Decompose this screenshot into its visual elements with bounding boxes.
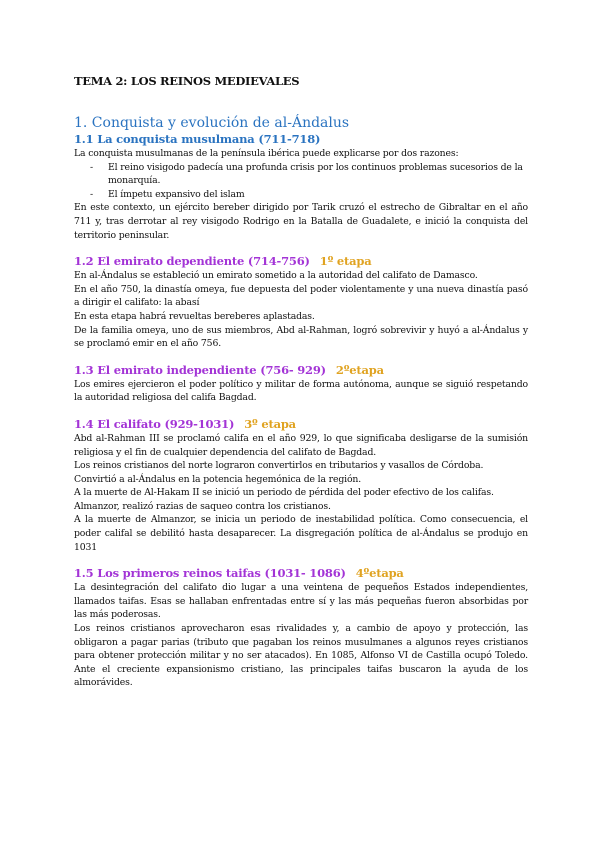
section-1-1-bullet-list (74, 161, 528, 202)
section-1-4-p5: Almanzor, realizó razias de saqueo contra los cristianos. (74, 500, 331, 512)
section-1-2-p1: En al-Ándalus se estableció un emirato sometido a la autoridad del califato de Damasco. (74, 270, 478, 282)
section-1-4-p2: Los reinos cristianos del norte lograron convertirlos en tributarios y vasallos de Córdoba. (74, 460, 484, 472)
etapa-label: 3º etapa (244, 416, 296, 431)
section-1-2-p3: En esta etapa habrá revueltas bereberes aplastadas. (74, 310, 315, 322)
bullet-item: - El ímpetu expansivo del islam (74, 188, 528, 202)
section-1-2-heading (74, 254, 528, 269)
section-1-2-p4: De la familia omeya, uno de sus miembros, Abd al-Rahman, logró sobrevivir y huyó a al-Ándalus y se proclamó emir en el año 756. (74, 324, 528, 350)
section-1-1-paragraph: En este contexto, un ejército bereber dirigido por Tarik cruzó el estrecho de Gibraltar en el año 711 y, tras derrotar al rey visigodo Rodrigo en la Batalla de Guadalete, e inició la conquista del territorio peninsular. (74, 202, 528, 241)
section-1-5-title: 1.5 Los primeros reinos taifas (1031- 1086) (74, 566, 346, 581)
section-1-2-title: 1.2 El emirato dependiente (714-756) (74, 254, 310, 269)
document-content (74, 74, 528, 690)
section-1-4-p4: A la muerte de Al-Hakam II se inició un periodo de pérdida del poder efectivo de los califas. (74, 487, 494, 499)
section-1-4-heading (74, 417, 528, 432)
section-1-3-p1: Los emires ejercieron el poder político y militar de forma autónoma, aunque se siguió respetando la autoridad religiosa del califa Bagdad. (74, 378, 528, 404)
section-1-3-heading (74, 363, 528, 378)
section-1-1-heading: 1.1 La conquista musulmana (711-718) (74, 132, 321, 146)
section-1-heading: 1. Conquista y evolución de al-Ándalus (74, 115, 350, 131)
section-1-5-p1: La desintegración del califato dio lugar a una veintena de pequeños Estados independientes, llamados taifas. Esas se hallaban enfrentadas entre sí y las más pequeñas fueron absorbidas por las más poderosas. (74, 582, 528, 621)
etapa-label: 2ºetapa (335, 362, 384, 377)
section-1-3-title: 1.3 El emirato independiente (756- 929) (74, 362, 326, 377)
section-1-1-intro: La conquista musulmanas de la península ibérica puede explicarse por dos razones: (74, 148, 459, 159)
section-1-4-p3: Convirtió a al-Ándalus en la potencia hegemónica de la región. (74, 473, 362, 485)
section-1-5-p2: Los reinos cristianos aprovecharon esas rivalidades y, a cambio de apoyo y protección, las obligaron a pagar parias (tributo que pagaban los reinos musulmanes a algunos reyes cristianos para obtener protección militar y no ser atacados). En 1085, Alfonso VI de Castilla ocupó Toledo. Ante el creciente expansionismo cristiano, las principales taifas buscaron la ayuda de los almorávides. (74, 623, 528, 689)
bullet-item: - El reino visigodo padecía una profunda crisis por los continuos problemas sucesorios de la monarquía. (74, 161, 528, 188)
etapa-label: 4ºetapa (355, 566, 404, 581)
section-1-2-p2: En el año 750, la dinastía omeya, fue depuesta del poder violentamente y una nueva dinastía pasó a dirigir el califato: la abasí (74, 283, 528, 309)
document-title: TEMA 2: LOS REINOS MEDIEVALES (74, 74, 300, 88)
section-1-5-heading (74, 566, 528, 581)
section-1-4-p1: Abd al-Rahman III se proclamó califa en el año 929, lo que significaba desligarse de la sumisión religiosa y el fin de cualquier dependencia del califato de Bagdad. (74, 432, 528, 458)
section-1-4-title: 1.4 El califato (929-1031) (74, 416, 235, 431)
etapa-label: 1º etapa (319, 254, 372, 269)
section-1-4-p6: A la muerte de Almanzor, se inicia un periodo de inestabilidad política. Como consecuencia, el poder califal se debilitó hasta desaparecer. La disgregación política de al-Ándalus se produjo en 1031 (74, 514, 528, 553)
